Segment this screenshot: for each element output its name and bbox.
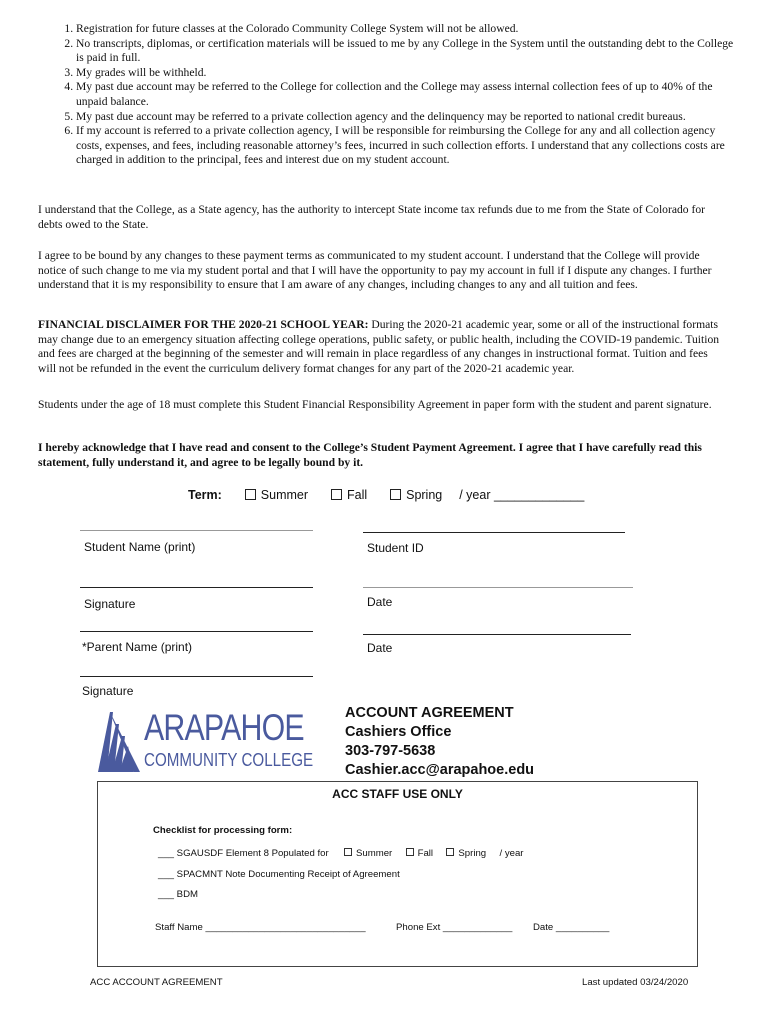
- date-line-1[interactable]: [363, 587, 633, 588]
- logo-name: ARAPAHOE: [144, 707, 304, 748]
- term-item: 5. My past due account may be referred to a private collection agency and the delinquency may be reported to national credit bureaus.: [76, 110, 741, 125]
- disclaimer-paragraph: [38, 318, 723, 376]
- spring-checkbox[interactable]: [390, 489, 401, 500]
- footer-right: Last updated 03/24/2020: [582, 977, 689, 988]
- student-id-label: Student ID: [367, 541, 424, 555]
- term-item: 3. My grades will be withheld.: [76, 66, 741, 81]
- spring-label: Spring: [406, 488, 443, 502]
- email-link[interactable]: Cashier.acc@arapahoe.edu: [345, 762, 535, 778]
- disclaimer-heading: FINANCIAL DISCLAIMER FOR THE 2020-21 SCHOOL YEAR:: [38, 318, 369, 331]
- staff-name-field[interactable]: Staff Name ______________________________: [155, 922, 366, 933]
- checklist-item-sgausdf: [158, 848, 523, 859]
- date-label-2: Date: [367, 641, 393, 655]
- changes-paragraph: I agree to be bound by any changes to these payment terms as communicated to my student account. I understand that the College will provide notice of such change to me via my student portal and that I will have the opportunity to pay my account in full if I dispute any changes. I further understand that it is my responsibility to ensure that I am aware of any changes, including changes to any and all tuition and fees.: [38, 249, 712, 292]
- checklist-item-bdm: ___ BDM: [158, 889, 198, 900]
- checklist-title: Checklist for processing form:: [153, 825, 293, 836]
- student-name-label: Student Name (print): [84, 540, 196, 554]
- staff-fall-label: Fall: [417, 848, 434, 859]
- acknowledge-paragraph: I hereby acknowledge that I have read and consent to the College’s Student Payment Agreement. I agree that I have carefully read this statement, fully understand it, and agree to be legally bound by it.: [38, 441, 702, 469]
- account-title: ACCOUNT AGREEMENT: [345, 705, 514, 721]
- date-line-2[interactable]: [363, 634, 631, 635]
- logo-subtitle: COMMUNITY COLLEGE: [144, 749, 314, 770]
- signature-label-2: Signature: [82, 684, 134, 698]
- staff-use-box: [97, 781, 698, 967]
- staff-spring-checkbox[interactable]: [446, 848, 454, 856]
- parent-name-label: *Parent Name (print): [82, 640, 193, 654]
- disclaimer-body: During the 2020-21 academic year, some or all of the instructional formats may change due to an emergency situation affecting college operations, public safety, or public health, including the COVID-19 pandemic. Tuition and fees are charged at the beginning of the semester and will remain in place regardless of any changes in instructional format. Tuition and fees will not be refunded in the event the curriculum delivery format changes for any part of the 2020-21 academic year.: [38, 318, 720, 375]
- terms-list: [38, 22, 741, 168]
- staff-date-field[interactable]: Date __________: [533, 922, 610, 933]
- staff-spring-label: Spring: [458, 848, 487, 859]
- phone-ext-field[interactable]: Phone Ext _____________: [396, 922, 513, 933]
- tax-intercept-paragraph: I understand that the College, as a State agency, has the authority to intercept State income tax refunds due to me from the State of Colorado for debts owed to the State.: [38, 203, 705, 231]
- staff-summer-checkbox[interactable]: [344, 848, 352, 856]
- student-name-line[interactable]: [80, 530, 313, 531]
- arapahoe-logo: [96, 706, 314, 776]
- staff-year-label: / year: [499, 848, 524, 859]
- term-item: 6. If my account is referred to a private collection agency, I will be responsible for reimbursing the College for any and all collection agency costs, expenses, and fees, including reasonable attorney’s fees, incurred in such collection efforts. I understand that any collections costs are charged in addition to the principal, fees and interest due on my student account.: [76, 124, 741, 168]
- staff-title: ACC STAFF USE ONLY: [332, 787, 463, 801]
- date-label-1: Date: [367, 595, 393, 609]
- term-item: 4. My past due account may be referred to the College for collection and the College may assess internal collection fees of up to 40% of the unpaid balance.: [76, 80, 741, 109]
- student-id-line[interactable]: [363, 532, 625, 533]
- staff-fall-checkbox[interactable]: [406, 848, 414, 856]
- term-item: 1. Registration for future classes at the Colorado Community College System will not be allowed.: [76, 22, 741, 37]
- summer-label: Summer: [260, 488, 309, 502]
- term-label: Term:: [188, 488, 222, 502]
- staff-summer-label: Summer: [356, 848, 393, 859]
- fall-checkbox[interactable]: [331, 489, 342, 500]
- under-18-paragraph: Students under the age of 18 must complete this Student Financial Responsibility Agreement in paper form with the student and parent signature.: [38, 398, 712, 411]
- footer-left: ACC ACCOUNT AGREEMENT: [90, 977, 223, 988]
- parent-name-line[interactable]: [80, 631, 313, 632]
- summer-checkbox[interactable]: [245, 489, 256, 500]
- signature-label-1: Signature: [84, 597, 136, 611]
- phone-number: 303-797-5638: [345, 743, 436, 759]
- cashiers-office: Cashiers Office: [345, 724, 452, 740]
- year-field[interactable]: / year _____________: [459, 488, 585, 502]
- term-row: [188, 488, 584, 502]
- term-item: 2. No transcripts, diplomas, or certification materials will be issued to me by any College in the System until the outstanding debt to the College is paid in full.: [76, 37, 741, 66]
- fall-label: Fall: [346, 488, 368, 502]
- signature-line-2[interactable]: [80, 676, 313, 677]
- checklist-item-spacmnt: ___ SPACMNT Note Documenting Receipt of Agreement: [158, 869, 400, 880]
- signature-line-1[interactable]: [80, 587, 313, 588]
- checklist-item-label: ___ SGAUSDF Element 8 Populated for: [158, 848, 329, 859]
